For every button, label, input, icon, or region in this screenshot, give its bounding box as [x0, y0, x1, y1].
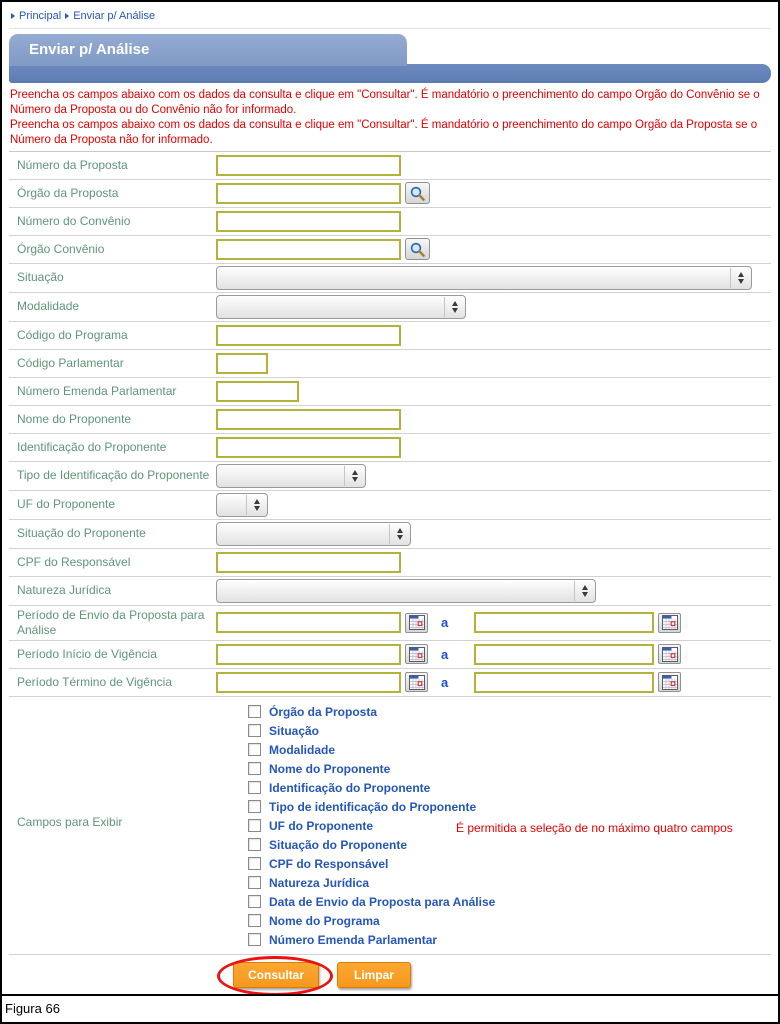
- breadcrumb-item-principal[interactable]: [11, 10, 61, 22]
- checkbox-data-de-envio-da-proposta-para-analise[interactable]: [248, 895, 261, 908]
- select-arrows-icon: [246, 495, 267, 515]
- form-row-numero-do-convenio: [9, 208, 771, 236]
- field-area: [216, 295, 771, 319]
- checkbox-label: Tipo de identificação do Proponente: [269, 799, 477, 814]
- field-area: [216, 325, 771, 346]
- page-header: [9, 34, 771, 83]
- field-area: [216, 522, 771, 546]
- checkbox-label: Nome do Proponente: [269, 761, 391, 776]
- field-label: CPF do Responsável: [17, 554, 131, 569]
- form-row-orgao-convenio: [9, 236, 771, 264]
- check-item-situacao-do-proponente: [248, 837, 495, 853]
- check-item-modalidade: [248, 742, 495, 758]
- check-item-data-de-envio-da-proposta-para-analise: [248, 894, 495, 910]
- field-label: Número Emenda Parlamentar: [17, 383, 177, 398]
- check-item-natureza-juridica: [248, 875, 495, 891]
- checkbox-uf-do-proponente[interactable]: [248, 819, 261, 832]
- select-arrows-icon: [730, 268, 751, 288]
- checkbox-label: CPF do Responsável: [269, 856, 389, 871]
- breadcrumb-arrow-icon: [65, 13, 69, 19]
- select-arrows-icon: [574, 581, 595, 601]
- limpar-button[interactable]: Limpar: [337, 962, 411, 988]
- calendar-icon: [409, 615, 425, 630]
- field-area: [216, 464, 771, 488]
- checkbox-tipo-de-identificacao-do-proponente[interactable]: [248, 800, 261, 813]
- select-arrows-icon: [344, 466, 365, 486]
- field-label: Modalidade: [17, 299, 80, 314]
- calendar-icon: [409, 675, 425, 690]
- input-codigo-parlamentar[interactable]: [216, 353, 268, 374]
- field-area: [216, 238, 771, 260]
- select-uf-do-proponente[interactable]: [216, 493, 268, 517]
- select-situacao-do-proponente[interactable]: [216, 522, 411, 546]
- field-label: Órgão Convênio: [17, 241, 105, 256]
- field-area: [216, 493, 771, 517]
- checkbox-label: UF do Proponente: [269, 818, 373, 833]
- field-label: Situação do Proponente: [17, 526, 146, 541]
- breadcrumb-link: Enviar p/ Análise: [73, 10, 156, 22]
- input-orgao-da-proposta[interactable]: [216, 183, 401, 204]
- field-label: Situação: [17, 270, 64, 285]
- input-cpf-do-responsavel[interactable]: [216, 552, 401, 573]
- field-label: Período de Envio da Proposta para Análise: [17, 607, 205, 637]
- field-label: Natureza Jurídica: [17, 583, 112, 598]
- calendar-button-start-periodo-de-envio-da-proposta-para-analise[interactable]: [405, 613, 428, 633]
- date-input-end-periodo-de-envio-da-proposta-para-analise[interactable]: [474, 612, 654, 633]
- lookup-button-orgao-da-proposta[interactable]: [405, 182, 430, 204]
- input-orgao-convenio[interactable]: [216, 239, 401, 260]
- field-label: Tipo de Identificação do Proponente: [17, 468, 210, 483]
- input-identificacao-do-proponente[interactable]: [216, 437, 401, 458]
- field-area: [216, 552, 771, 573]
- consultar-button[interactable]: Consultar: [233, 962, 319, 988]
- check-item-orgao-da-proposta: [248, 704, 495, 720]
- lookup-button-orgao-convenio[interactable]: [405, 238, 430, 260]
- action-buttons: [9, 955, 771, 996]
- calendar-button-end-periodo-de-envio-da-proposta-para-analise[interactable]: [658, 613, 681, 633]
- field-label: Órgão da Proposta: [17, 185, 119, 200]
- search-icon: [409, 241, 426, 258]
- instruction-text-1: Preencha os campos abaixo com os dados da consulta e clique em "Consultar". É mandatório o preenchimento do campo Orgão do Convênio se o Número da Proposta ou do Convênio não for informado.: [10, 89, 760, 116]
- form-row-identificacao-do-proponente: [9, 434, 771, 462]
- field-area: [216, 644, 771, 665]
- fields-to-show-row: [9, 697, 771, 955]
- field-label: Nome do Proponente: [17, 411, 132, 426]
- calendar-button-start-periodo-inicio-de-vigencia[interactable]: [405, 644, 428, 664]
- form-row-codigo-do-programa: [9, 322, 771, 350]
- checkbox-orgao-da-proposta[interactable]: [248, 705, 261, 718]
- input-numero-do-convenio[interactable]: [216, 211, 401, 232]
- breadcrumb-item-enviar-p-analise[interactable]: [65, 10, 155, 22]
- form-row-situacao-do-proponente: [9, 520, 771, 549]
- field-label: Período Início de Vigência: [17, 646, 157, 661]
- form-row-numero-da-proposta: [9, 152, 771, 180]
- form-row-cpf-do-responsavel: [9, 549, 771, 577]
- checkbox-situacao[interactable]: [248, 724, 261, 737]
- field-area: [216, 437, 771, 458]
- instruction-text-2: Preencha os campos abaixo com os dados da consulta e clique em "Consultar". É mandatório o preenchimento do campo Orgão da Proposta se o Número da Proposta não for informado.: [10, 119, 758, 147]
- check-item-situacao: [248, 723, 495, 739]
- calendar-button-end-periodo-inicio-de-vigencia[interactable]: [658, 644, 681, 664]
- checkbox-label: Situação do Proponente: [269, 837, 408, 852]
- checkbox-label: Situação: [269, 723, 320, 738]
- header-bar: [9, 64, 771, 83]
- field-area: [216, 672, 771, 693]
- field-label: Código Parlamentar: [17, 355, 124, 370]
- date-input-start-periodo-termino-de-vigencia[interactable]: [216, 672, 401, 693]
- calendar-icon: [662, 615, 678, 630]
- field-area: [216, 182, 771, 204]
- input-numero-da-proposta[interactable]: [216, 155, 401, 176]
- check-item-tipo-de-identificacao-do-proponente: [248, 799, 495, 815]
- date-range-separator: a: [441, 646, 449, 662]
- form-table: [9, 151, 771, 697]
- field-area: [216, 211, 771, 232]
- select-situacao[interactable]: [216, 266, 752, 290]
- field-label: Identificação do Proponente: [17, 439, 167, 454]
- field-label: Número da Proposta: [17, 157, 128, 172]
- select-arrows-icon: [444, 297, 465, 317]
- check-item-nome-do-proponente: [248, 761, 495, 777]
- check-item-nome-do-programa: [248, 913, 495, 929]
- page-title-tab: [9, 34, 407, 66]
- page-title: Enviar p/ Análise: [29, 41, 150, 58]
- fields-to-show-label: Campos para Exibir: [17, 814, 123, 829]
- form-row-uf-do-proponente: [9, 491, 771, 520]
- checkbox-cpf-do-responsavel[interactable]: [248, 857, 261, 870]
- form-row-nome-do-proponente: [9, 406, 771, 434]
- checkbox-modalidade[interactable]: [248, 743, 261, 756]
- field-label: Código do Programa: [17, 327, 128, 342]
- field-area: [216, 579, 771, 603]
- date-range-separator: a: [441, 615, 449, 631]
- form-row-periodo-de-envio-da-proposta-para-analise: [9, 606, 771, 641]
- breadcrumb-link: Principal: [19, 10, 62, 22]
- field-area: [216, 266, 771, 290]
- calendar-button-start-periodo-termino-de-vigencia[interactable]: [405, 672, 428, 692]
- checkbox-identificacao-do-proponente[interactable]: [248, 781, 261, 794]
- calendar-icon: [662, 647, 678, 662]
- checkbox-numero-emenda-parlamentar[interactable]: [248, 933, 261, 946]
- breadcrumb: [9, 2, 771, 29]
- date-input-end-periodo-termino-de-vigencia[interactable]: [474, 672, 654, 693]
- checkbox-nome-do-programa[interactable]: [248, 914, 261, 927]
- field-area: [216, 409, 771, 430]
- select-modalidade[interactable]: [216, 295, 466, 319]
- form-row-orgao-da-proposta: [9, 180, 771, 208]
- check-item-cpf-do-responsavel: [248, 856, 495, 872]
- check-item-numero-emenda-parlamentar: [248, 932, 495, 948]
- checkbox-label: Número Emenda Parlamentar: [269, 932, 438, 947]
- date-input-end-periodo-inicio-de-vigencia[interactable]: [474, 644, 654, 665]
- checkbox-label: Natureza Jurídica: [269, 875, 370, 890]
- checkbox-label: Nome do Programa: [269, 913, 380, 928]
- field-area: [216, 612, 771, 633]
- select-tipo-de-identificacao-do-proponente[interactable]: [216, 464, 366, 488]
- select-natureza-juridica[interactable]: [216, 579, 596, 603]
- form-row-tipo-de-identificacao-do-proponente: [9, 462, 771, 491]
- date-input-start-periodo-inicio-de-vigencia[interactable]: [216, 644, 401, 665]
- form-row-codigo-parlamentar: [9, 350, 771, 378]
- form-row-situacao: [9, 264, 771, 293]
- checkbox-label: Identificação do Proponente: [269, 780, 431, 795]
- form-row-numero-emenda-parlamentar: [9, 378, 771, 406]
- form-row-natureza-juridica: [9, 577, 771, 606]
- select-arrows-icon: [389, 524, 410, 544]
- date-range-separator: a: [441, 674, 449, 690]
- search-icon: [409, 185, 426, 202]
- breadcrumb-arrow-icon: [11, 13, 15, 19]
- input-nome-do-proponente[interactable]: [216, 409, 401, 430]
- max-selection-note: É permitida a seleção de no máximo quatro campos: [456, 820, 733, 835]
- consultar-annotation-wrap: [233, 962, 319, 988]
- figure-caption: Figura 66: [2, 996, 778, 1022]
- form-row-periodo-inicio-de-vigencia: [9, 641, 771, 669]
- check-item-identificacao-do-proponente: [248, 780, 495, 796]
- checkbox-label: Data de Envio da Proposta para Análise: [269, 894, 496, 909]
- checkbox-natureza-juridica[interactable]: [248, 876, 261, 889]
- instructions: [10, 88, 770, 148]
- field-area: [216, 155, 771, 176]
- field-label: Número do Convênio: [17, 213, 131, 228]
- field-label: UF do Proponente: [17, 497, 116, 512]
- checkbox-label: Órgão da Proposta: [269, 704, 378, 719]
- calendar-icon: [409, 647, 425, 662]
- field-area: [216, 381, 771, 402]
- checkbox-nome-do-proponente[interactable]: [248, 762, 261, 775]
- screenshot-area: [2, 2, 778, 996]
- date-input-start-periodo-de-envio-da-proposta-para-analise[interactable]: [216, 612, 401, 633]
- form-row-modalidade: [9, 293, 771, 322]
- field-area: [216, 353, 771, 374]
- form-row-periodo-termino-de-vigencia: [9, 669, 771, 697]
- input-codigo-do-programa[interactable]: [216, 325, 401, 346]
- calendar-icon: [662, 675, 678, 690]
- checkbox-situacao-do-proponente[interactable]: [248, 838, 261, 851]
- fields-to-show-list: [216, 699, 495, 952]
- input-numero-emenda-parlamentar[interactable]: [216, 381, 299, 402]
- calendar-button-end-periodo-termino-de-vigencia[interactable]: [658, 672, 681, 692]
- field-label: Período Término de Vigência: [17, 674, 172, 689]
- checkbox-label: Modalidade: [269, 742, 336, 757]
